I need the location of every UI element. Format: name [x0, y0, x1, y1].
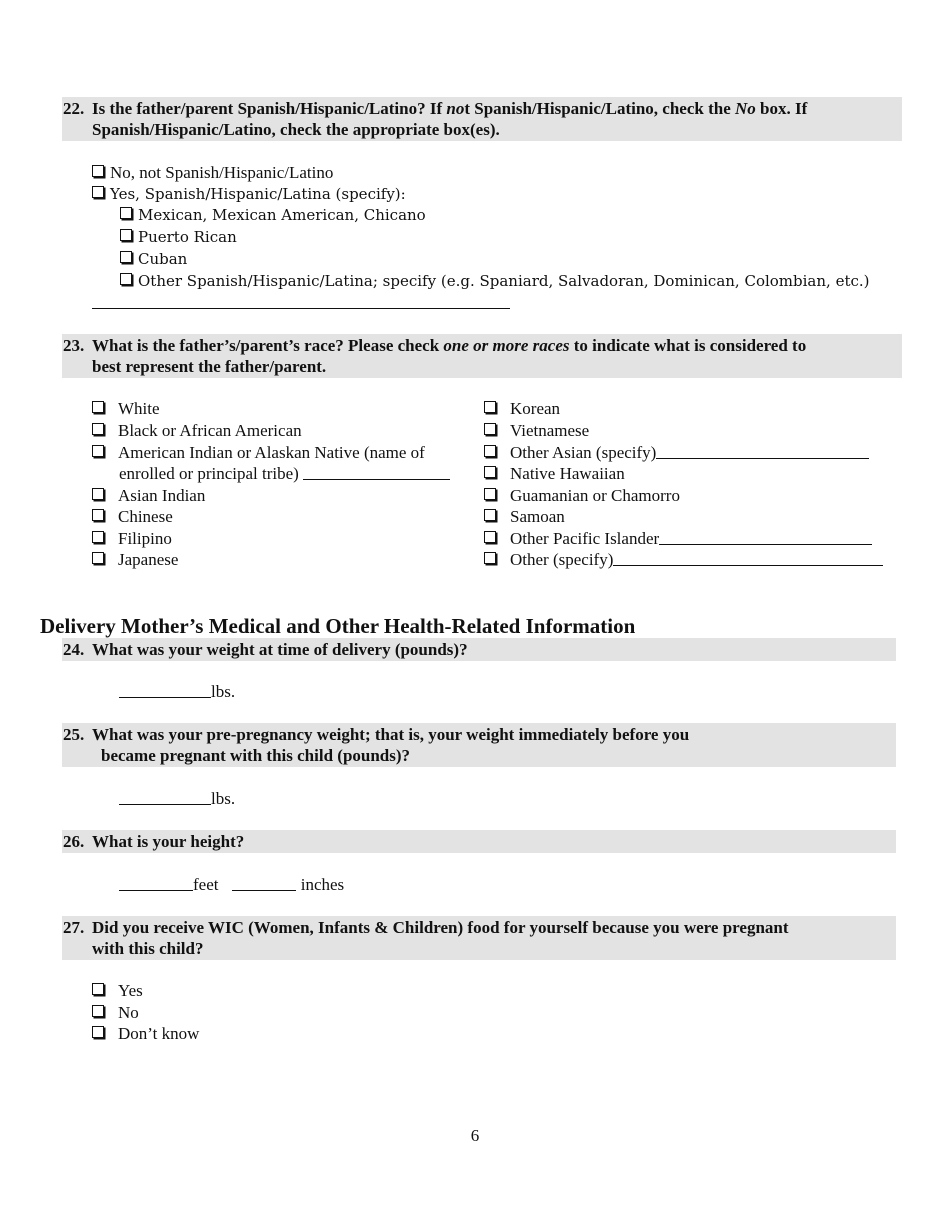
q22-option-yes[interactable]	[92, 184, 406, 205]
q23-option-asian-indian[interactable]	[92, 485, 205, 506]
option-label: Japanese	[118, 550, 179, 569]
q23-option-filipino[interactable]	[92, 528, 172, 549]
checkbox-icon[interactable]	[92, 445, 104, 457]
q23-option-other[interactable]	[484, 549, 883, 570]
option-label: Mexican, Mexican American, Chicano	[138, 206, 426, 224]
q25-unit: lbs.	[211, 789, 236, 808]
checkbox-icon[interactable]	[484, 488, 496, 500]
checkbox-icon[interactable]	[484, 509, 496, 521]
q22-text-b: t Spanish/Hispanic/Latino, check the	[464, 99, 735, 118]
q23-text-em: one or more races	[443, 336, 570, 355]
q25-text-line2: became pregnant with this child (pounds)?	[101, 746, 411, 765]
weight-delivery-input[interactable]	[119, 683, 211, 698]
q23-number: 23.	[63, 336, 85, 355]
option-label: White	[118, 399, 160, 418]
q22-text-c: box. If	[755, 99, 808, 118]
q23-option-black[interactable]	[92, 420, 302, 441]
option-label: Samoan	[510, 507, 565, 526]
option-label: Chinese	[118, 507, 173, 526]
option-label: Other Asian (specify)	[510, 443, 657, 462]
checkbox-icon[interactable]	[484, 466, 496, 478]
height-inches-input[interactable]	[232, 876, 296, 891]
option-label: No, not Spanish/Hispanic/Latino	[110, 163, 334, 182]
option-label: Puerto Rican	[138, 228, 237, 246]
q22-text-no: No	[735, 99, 756, 118]
q24-answer	[119, 681, 235, 702]
q22-text-not: no	[446, 99, 465, 118]
checkbox-icon[interactable]	[92, 509, 104, 521]
option-label: Vietnamese	[510, 421, 590, 440]
q26-feet-label: feet	[193, 875, 219, 894]
q26-answer	[119, 874, 344, 895]
option-label: Native Hawaiian	[510, 464, 625, 483]
checkbox-icon[interactable]	[92, 1026, 104, 1038]
weight-prepregnancy-input[interactable]	[119, 790, 211, 805]
q27-option-dont-know[interactable]	[92, 1023, 199, 1044]
q23-option-chinese[interactable]	[92, 506, 173, 527]
q23-heading	[62, 334, 902, 378]
q23-option-other-asian[interactable]	[484, 442, 869, 463]
q27-option-yes[interactable]	[92, 980, 143, 1001]
checkbox-icon[interactable]	[484, 423, 496, 435]
option-label: Asian Indian	[118, 486, 206, 505]
q24-unit: lbs.	[211, 682, 236, 701]
q23-option-korean[interactable]	[484, 398, 560, 419]
q27-text: Did you receive WIC (Women, Infants & Children) food for yourself because you were pregnant	[92, 918, 789, 937]
q23-option-vietnamese[interactable]	[484, 420, 589, 441]
option-label: Yes	[118, 981, 143, 1000]
q27-text-line2: with this child?	[92, 939, 204, 958]
page-number: 6	[470, 1126, 480, 1145]
option-label: No	[118, 1003, 139, 1022]
tribe-input[interactable]	[303, 465, 450, 480]
option-label: enrolled or principal tribe)	[119, 464, 304, 483]
option-label: Guamanian or Chamorro	[510, 486, 680, 505]
checkbox-icon[interactable]	[92, 552, 104, 564]
q23-option-white[interactable]	[92, 398, 160, 419]
option-label: Yes, Spanish/Hispanic/Latina (specify):	[110, 185, 406, 203]
q26-heading	[62, 830, 896, 853]
checkbox-icon[interactable]	[120, 207, 132, 219]
checkbox-icon[interactable]	[92, 531, 104, 543]
checkbox-icon[interactable]	[92, 1005, 104, 1017]
q25-heading	[62, 723, 896, 767]
option-label: Other Spanish/Hispanic/Latina; specify (e.g. Spaniard, Salvadoran, Dominican, Colombian, etc.)	[138, 272, 870, 290]
option-label: American Indian or Alaskan Native (name of	[118, 443, 425, 462]
q22-specify-line[interactable]	[92, 308, 510, 309]
option-label: Don’t know	[118, 1024, 200, 1043]
checkbox-icon[interactable]	[92, 423, 104, 435]
q23-option-other-pacific[interactable]	[484, 528, 872, 549]
q23-option-guamanian[interactable]	[484, 485, 680, 506]
checkbox-icon[interactable]	[92, 186, 104, 198]
q22-option-cuban[interactable]	[120, 249, 187, 270]
checkbox-icon[interactable]	[484, 401, 496, 413]
q26-inches-label: inches	[300, 875, 345, 894]
q24-heading	[62, 638, 896, 661]
q23-text-b: to indicate what is considered to	[569, 336, 807, 355]
checkbox-icon[interactable]	[120, 251, 132, 263]
q25-text: What was your pre-pregnancy weight; that is, your weight immediately before you	[92, 725, 690, 744]
checkbox-icon[interactable]	[92, 983, 104, 995]
other-race-input[interactable]	[613, 551, 883, 566]
q23-option-tribe-line	[119, 463, 450, 484]
height-feet-input[interactable]	[119, 876, 193, 891]
q23-text-line2: best represent the father/parent.	[92, 357, 327, 376]
other-asian-input[interactable]	[656, 444, 869, 459]
checkbox-icon[interactable]	[120, 273, 132, 285]
option-label: Black or African American	[118, 421, 302, 440]
q25-number: 25.	[63, 725, 85, 744]
q23-option-japanese[interactable]	[92, 549, 178, 570]
checkbox-icon[interactable]	[92, 488, 104, 500]
q23-option-american-indian[interactable]	[92, 442, 425, 463]
q22-text-line2: Spanish/Hispanic/Latino, check the appropriate box(es).	[92, 120, 500, 139]
q23-text-a: What is the father’s/parent’s race? Please check	[92, 336, 444, 355]
q22-option-other[interactable]	[120, 271, 870, 292]
option-label: Other (specify)	[510, 550, 614, 569]
q23-option-samoan[interactable]	[484, 506, 565, 527]
q26-text: What is your height?	[92, 832, 245, 851]
q27-option-no[interactable]	[92, 1002, 139, 1023]
q25-answer	[119, 788, 235, 809]
checkbox-icon[interactable]	[484, 552, 496, 564]
checkbox-icon[interactable]	[120, 229, 132, 241]
option-label: Other Pacific Islander	[510, 529, 660, 548]
q22-text-a: Is the father/parent Spanish/Hispanic/Latino? If	[92, 99, 447, 118]
q26-number: 26.	[63, 832, 85, 851]
checkbox-icon[interactable]	[484, 445, 496, 457]
q24-number: 24.	[63, 640, 85, 659]
checkbox-icon[interactable]	[92, 165, 104, 177]
option-label: Cuban	[138, 250, 188, 268]
q23-option-native-hawaiian[interactable]	[484, 463, 625, 484]
q22-option-no[interactable]	[92, 162, 333, 183]
q22-option-puerto-rican[interactable]	[120, 227, 237, 248]
q24-text: What was your weight at time of delivery (pounds)?	[92, 640, 468, 659]
q27-heading	[62, 916, 896, 960]
q22-number: 22.	[63, 99, 85, 118]
option-label: Korean	[510, 399, 561, 418]
q27-number: 27.	[63, 918, 85, 937]
checkbox-icon[interactable]	[92, 401, 104, 413]
q22-heading	[62, 97, 902, 141]
option-label: Filipino	[118, 529, 172, 548]
checkbox-icon[interactable]	[484, 531, 496, 543]
q22-option-mexican[interactable]	[120, 205, 426, 226]
section-title: Delivery Mother’s Medical and Other Health-Related Information	[40, 614, 636, 638]
other-pacific-input[interactable]	[659, 530, 872, 545]
